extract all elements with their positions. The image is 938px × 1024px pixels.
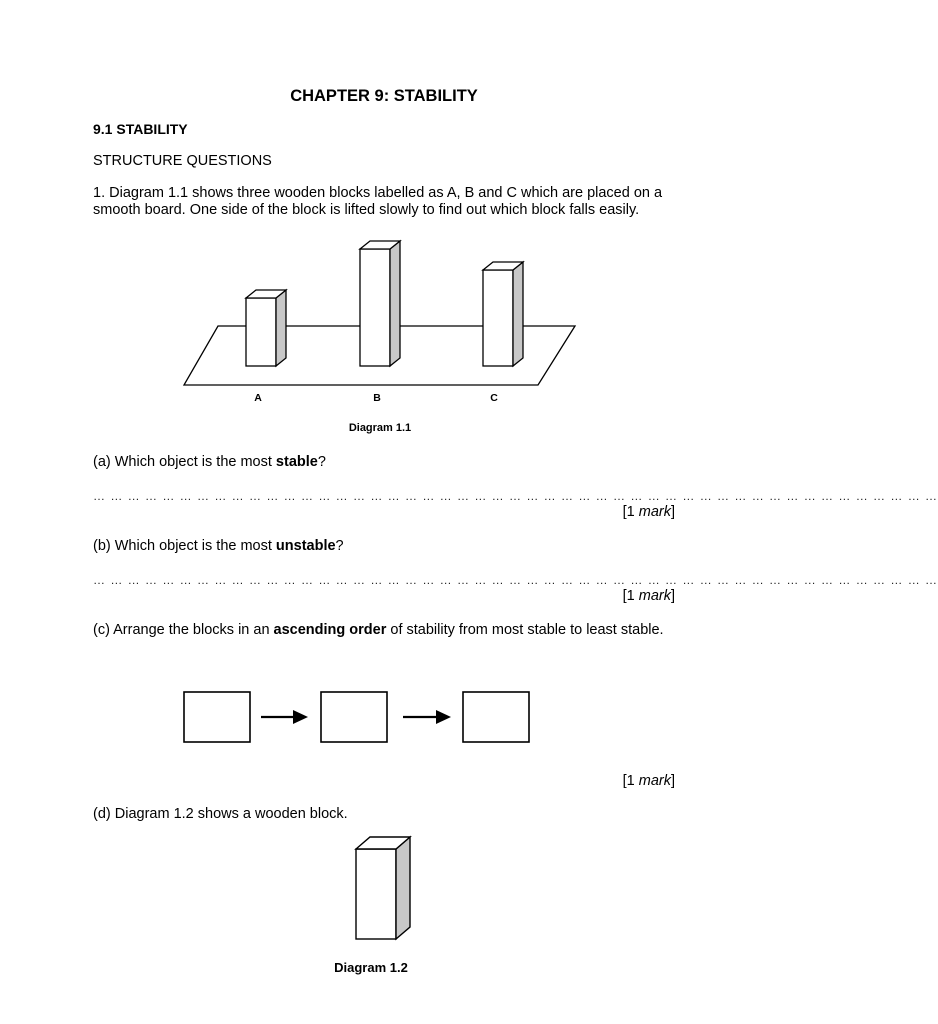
diagram-1-2-caption: Diagram 1.2 [334,960,408,975]
subsection-heading: STRUCTURE QUESTIONS [93,153,272,169]
arrow-1-head [293,710,308,724]
question-1-intro: 1. Diagram 1.1 shows three wooden blocks labelled as A, B and C which are placed on a smooth board. One side of the block is lifted slowly to find out which block falls easily. [93,185,663,218]
answer-line-a[interactable]: … … … … … … … … … … … … … … … … … … … … … … … … … … … … … … … … … … … … … … … … … … … … … … … … … [93,489,938,503]
block-c [483,262,523,366]
chapter-title: CHAPTER 9: STABILITY [290,87,478,105]
mark-c: [1 mark] [622,773,675,789]
answer-line-b[interactable]: … … … … … … … … … … … … … … … … … … … … … … … … … … … … … … … … … … … … … … … … … … … … … … … … … [93,573,938,587]
question-a: (a) Which object is the most stable? [93,454,326,470]
label-c: C [490,392,498,404]
order-boxes-diagram [180,688,535,748]
diagram-1-1 [170,232,590,442]
answer-box-1[interactable] [184,692,250,742]
label-b: B [373,392,381,404]
diagram-1-1-caption: Diagram 1.1 [348,422,412,434]
block-a [246,290,286,366]
question-c: (c) Arrange the blocks in an ascending order of stability from most stable to least stable. [93,622,664,638]
mark-a: [1 mark] [622,504,675,520]
answer-box-2[interactable] [321,692,387,742]
question-d: (d) Diagram 1.2 shows a wooden block. [93,806,348,822]
arrow-2-head [436,710,451,724]
wooden-block [356,837,410,939]
mark-b: [1 mark] [622,588,675,604]
diagram-1-2 [320,832,430,980]
answer-box-3[interactable] [463,692,529,742]
block-b [360,241,400,366]
question-b: (b) Which object is the most unstable? [93,538,344,554]
section-heading: 9.1 STABILITY [93,121,188,137]
label-a: A [254,392,262,404]
